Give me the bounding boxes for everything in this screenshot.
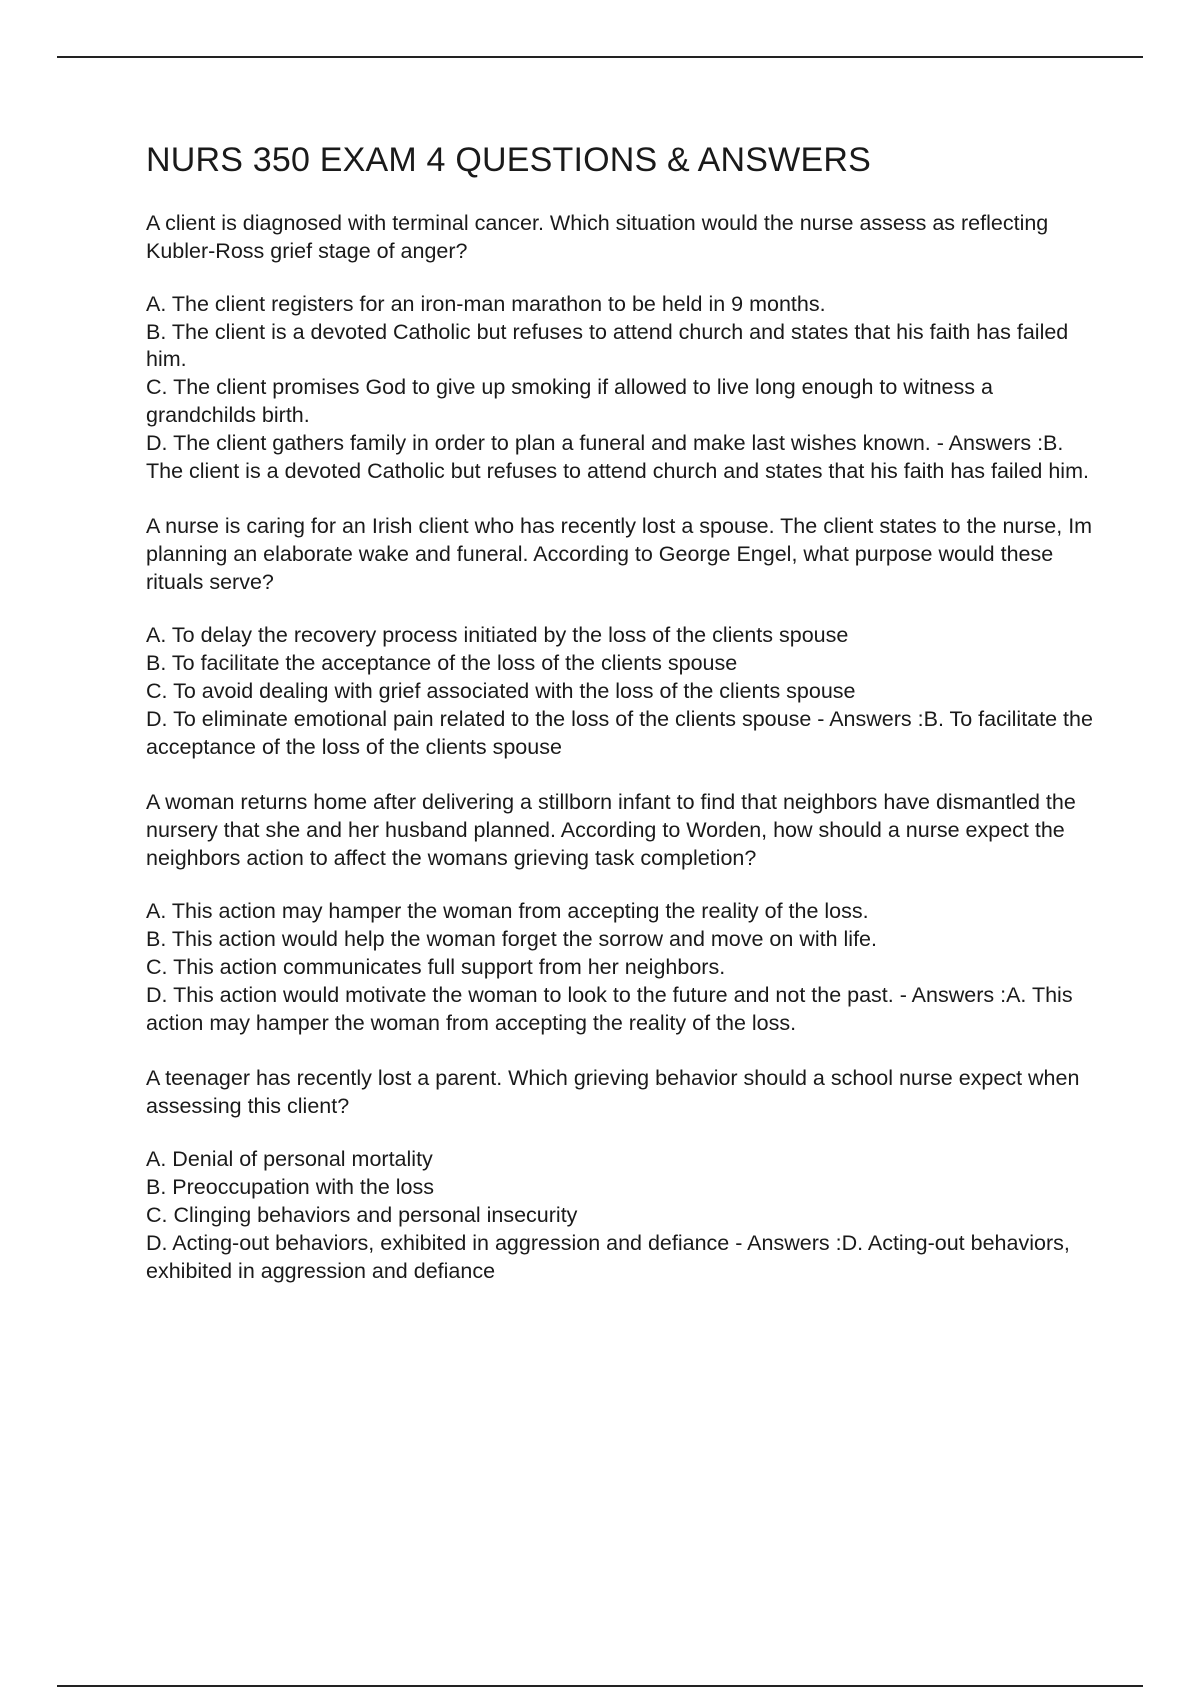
question-block (146, 788, 1096, 1037)
document-title: NURS 350 EXAM 4 QUESTIONS & ANSWERS (146, 141, 871, 179)
answer-option: B. This action would help the woman forget the sorrow and move on with life. (146, 927, 877, 952)
answer-option-with-key: D. The client gathers family in order to plan a funeral and make last wishes known. - Answers :B. The client is a devoted Catholic but refuses to attend church and states that his faith has failed him. (146, 430, 1089, 483)
question-text: A woman returns home after delivering a stillborn infant to find that neighbors have dismantled the nursery that she and her husband planned. According to Worden, how should a nurse expect the neighbors action to affect the womans grieving task completion? (146, 790, 1076, 871)
answer-option: C. The client promises God to give up smoking if allowed to live long enough to witness a grandchilds birth. (146, 375, 993, 427)
top-rule (57, 56, 1143, 58)
answer-option: C. To avoid dealing with grief associated with the loss of the clients spouse (146, 678, 856, 703)
document-body (146, 140, 1096, 1312)
answer-options (146, 622, 1096, 761)
answer-option: A. Denial of personal mortality (146, 1147, 433, 1172)
answer-option: C. Clinging behaviors and personal insecurity (146, 1202, 578, 1227)
question-block (146, 512, 1096, 761)
answer-option: A. This action may hamper the woman from accepting the reality of the loss. (146, 899, 869, 924)
answer-options (146, 291, 1096, 486)
answer-option-with-key: D. This action would motivate the woman to look to the future and not the past. - Answers :A. This action may hamper the woman from accepting the reality of the loss. (146, 982, 1073, 1035)
question-block (146, 209, 1096, 486)
question-text: A client is diagnosed with terminal cancer. Which situation would the nurse assess as reflecting Kubler-Ross grief stage of anger? (146, 210, 1049, 263)
answer-option: B. Preoccupation with the loss (146, 1175, 435, 1200)
answer-option: A. The client registers for an iron-man marathon to be held in 9 months. (146, 291, 826, 316)
question-block (146, 1064, 1096, 1285)
answer-option: B. The client is a devoted Catholic but refuses to attend church and states that his faith has failed him. (146, 319, 1069, 372)
answer-option: A. To delay the recovery process initiated by the loss of the clients spouse (146, 623, 849, 648)
answer-option: B. To facilitate the acceptance of the loss of the clients spouse (146, 651, 738, 676)
question-text: A nurse is caring for an Irish client who has recently lost a spouse. The client states to the nurse, Im planning an elaborate wake and funeral. According to George Engel, what purpose would these rituals serve? (146, 514, 1093, 595)
answer-options (146, 898, 1096, 1037)
answer-option-with-key: D. To eliminate emotional pain related to the loss of the clients spouse - Answers :B. To facilitate the acceptance of the loss of the clients spouse (146, 706, 1093, 759)
question-text: A teenager has recently lost a parent. Which grieving behavior should a school nurse expect when assessing this client? (146, 1066, 1080, 1119)
answer-option: C. This action communicates full support from her neighbors. (146, 954, 726, 979)
answer-option-with-key: D. Acting-out behaviors, exhibited in aggression and defiance - Answers :D. Acting-out behaviors, exhibited in aggression and defiance (146, 1230, 1070, 1283)
answer-options (146, 1146, 1096, 1285)
bottom-rule (57, 1685, 1143, 1687)
